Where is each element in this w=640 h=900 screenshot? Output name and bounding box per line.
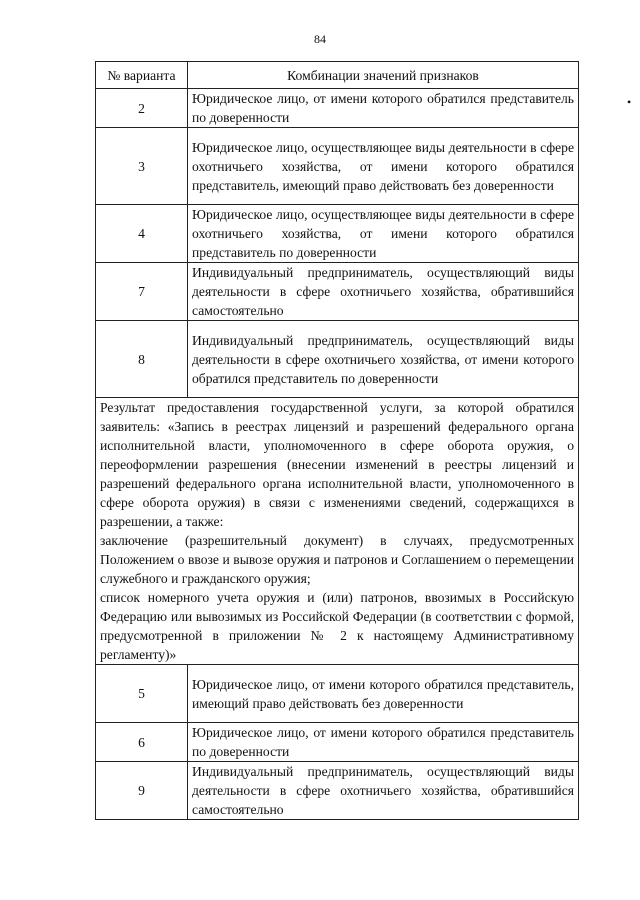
- variant-description: Индивидуальный предприниматель, осуществляющий виды деятельности в сфере охотничьего хозяйства, от имени которого обратился представитель по доверенности: [188, 321, 579, 398]
- variant-description: Индивидуальный предприниматель, осуществляющий виды деятельности в сфере охотничьего хозяйства, обратившийся самостоятельно: [188, 263, 579, 321]
- margin-mark: •: [627, 95, 632, 109]
- header-combinations: Комбинации значений признаков: [188, 62, 579, 89]
- variant-number: 9: [96, 762, 188, 820]
- variant-description: Юридическое лицо, от имени которого обратился представитель по доверенности: [188, 89, 579, 128]
- variant-description: Индивидуальный предприниматель, осуществляющий виды деятельности в сфере охотничьего хозяйства, обратившийся самостоятельно: [188, 762, 579, 820]
- variant-number: 3: [96, 128, 188, 205]
- variants-table: [95, 61, 579, 820]
- variant-description: Юридическое лицо, осуществляющее виды деятельности в сфере охотничьего хозяйства, от имени которого обратился представитель, имеющий право действовать без доверенности: [188, 128, 579, 205]
- variant-number: 5: [96, 665, 188, 723]
- table-row: [96, 321, 579, 398]
- table-row: [96, 128, 579, 205]
- table-row: [96, 89, 579, 128]
- variant-description: Юридическое лицо, от имени которого обратился представитель, имеющий право действовать без доверенности: [188, 665, 579, 723]
- variant-number: 7: [96, 263, 188, 321]
- variant-description: Юридическое лицо, от имени которого обратился представитель по доверенности: [188, 723, 579, 762]
- variant-description: Юридическое лицо, осуществляющее виды деятельности в сфере охотничьего хозяйства, от имени которого обратился представитель по доверенности: [188, 205, 579, 263]
- header-variant: № варианта: [96, 62, 188, 89]
- page-number: 84: [314, 32, 326, 46]
- variant-number: 2: [96, 89, 188, 128]
- result-paragraph-3: список номерного учета оружия и (или) патронов, ввозимых в Российскую Федерацию или вывозимых из Российской Федерации (в соответствии с формой, предусмотренной в приложении № 2 к настоящему Административному регламенту)»: [100, 590, 574, 662]
- result-block-row: [96, 398, 579, 665]
- variant-number: 8: [96, 321, 188, 398]
- table-row: [96, 762, 579, 820]
- table-row: [96, 723, 579, 762]
- table-header-row: [96, 62, 579, 89]
- result-paragraph-2: заключение (разрешительный документ) в случаях, предусмотренных Положением о ввозе и вывозе оружия и патронов и Соглашением о перемещении служебного и гражданского оружия;: [100, 533, 574, 586]
- result-paragraph-1: Результат предоставления государственной услуги, за которой обратился заявитель: «Запись в реестрах лицензий и разрешений федерального органа исполнительной власти, уполномоченного в сфере оборота оружия, о переоформлении разрешения (внесении изменений в реестры лицензий и разрешений федерального органа исполнительной власти, уполномоченного в сфере оборота оружия) в связи с изменениями сведений, содержащихся в разрешении, а также:: [100, 400, 574, 529]
- variant-number: 4: [96, 205, 188, 263]
- table-row: [96, 263, 579, 321]
- result-block: [96, 398, 579, 665]
- variant-number: 6: [96, 723, 188, 762]
- table-row: [96, 665, 579, 723]
- table-row: [96, 205, 579, 263]
